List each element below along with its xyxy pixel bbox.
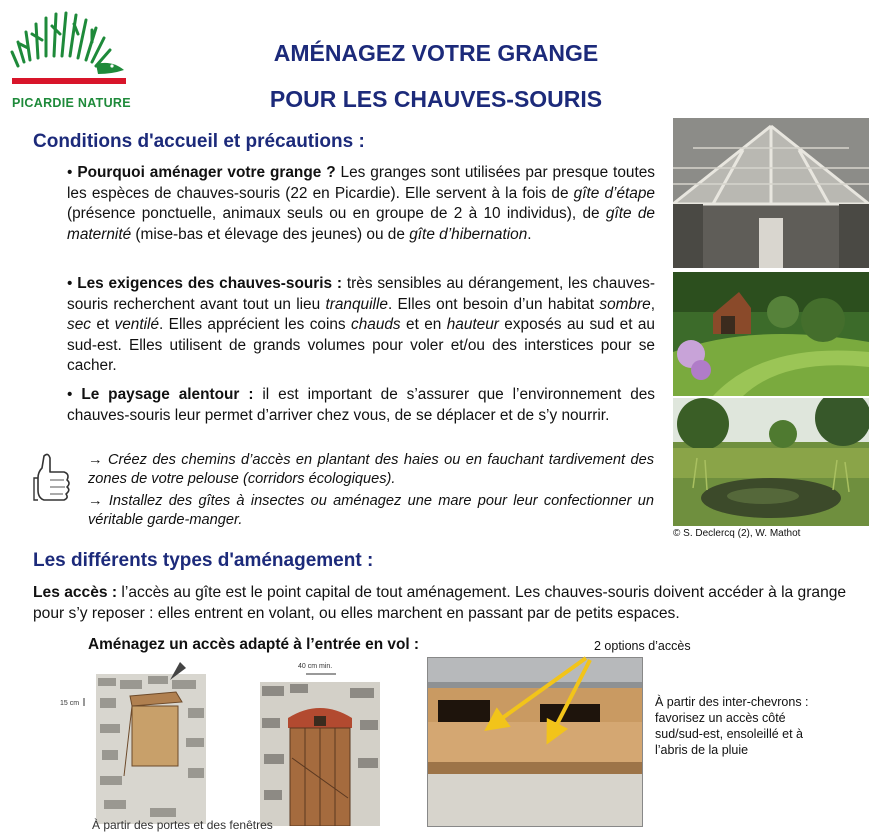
needs-text-2: . Elles ont besoin d’un habitat (387, 295, 600, 313)
landscape-text: il est important de s’assurer que l’environnement des chauves-souris leur permet d’arriver chez vous, de se déplacer et de s’y nourrir. (67, 386, 656, 424)
photo-credit: © S. Declercq (2), W. Mathot (673, 528, 801, 539)
conditions-heading: Conditions d'accueil et précautions : (33, 131, 365, 152)
page-title-line-2: POUR LES CHAUVES-SOURIS (269, 86, 603, 112)
access-lead: Les accès : (33, 584, 118, 601)
needs-text-7: exposés au sud et au sud-est. Elles utilisent de grands volumes pour voler et/ou des interstices pour se cacher. (67, 316, 655, 375)
logo-brand-text: PICARDIE NATURE (12, 96, 131, 110)
cut-off-caption: À partir des portes et des fenêtres (92, 818, 273, 832)
needs-em-3: sec (67, 316, 91, 334)
needs-em-2: sombre (599, 295, 651, 313)
needs-text-3: , (650, 295, 655, 313)
needs-em-4: ventilé (114, 316, 160, 334)
why-text-2: (présence ponctuelle, animaux seuls ou en groupe de 2 à 10 individus), de (67, 205, 606, 223)
why-em-2: gîte de maternité (67, 205, 655, 243)
why-lead: Pourquoi aménager votre grange ? (77, 164, 336, 181)
access-text: l’accès au gîte est le point capital de tout aménagement. Les chauves-souris doivent accéder à la grange pour s’y reposer : elles entrent en volant, ou elles marchent en passant par de petits espaces. (33, 584, 847, 622)
why-text-4: . (527, 225, 532, 243)
page-title-line-1: AMÉNAGEZ VOTRE GRANGE (273, 40, 599, 66)
dimension-label-1: 15 cm (60, 700, 80, 707)
why-em-3: gîte d’hibernation (409, 225, 528, 243)
bullet: • (67, 275, 73, 292)
inter-chevron-note: À partir des inter-chevrons : favorisez un accès côté sud/sud-est, ensoleillé et à l’abris de la pluie (655, 695, 809, 757)
types-heading: Les différents types d'aménagement : (33, 550, 374, 571)
needs-lead: Les exigences des chauves-souris : (77, 275, 343, 292)
needs-text-1: très sensibles au dérangement, les chauves-souris recherchent avant tout un lieu (67, 275, 655, 313)
flight-access-subheading: Aménagez un accès adapté à l’entrée en vol : (88, 636, 420, 653)
needs-text-4: et (90, 316, 115, 334)
landscape-lead: Le paysage alentour : (81, 386, 254, 403)
needs-em-5: chauds (351, 316, 401, 334)
needs-em-1: tranquille (325, 295, 388, 313)
needs-text-5: . Elles apprécient les coins (159, 316, 351, 334)
why-text-1: Les granges sont utilisées par presque toutes les espèces de chauves-souris (22 en Picardie). Elle servent à la fois de (67, 164, 655, 202)
tip-corridors: → Créez des chemins d’accès en plantant des haies ou en fauchant tardivement des zones de votre pelouse (corridors écologiques). (88, 452, 654, 487)
needs-text-6: et en (400, 316, 447, 334)
bullet: • (67, 386, 73, 403)
options-label: 2 options d’accès (594, 639, 691, 653)
why-em-1: gîte d’étape (573, 184, 655, 202)
dimension-label-2: 40 cm min. (298, 663, 333, 670)
needs-em-6: hauteur (446, 316, 499, 334)
tip-insects: → Installez des gîtes à insectes ou aménagez une mare pour leur confectionner un véritable garde-manger. (88, 493, 654, 528)
why-text-3: (mise-bas et élevage des jeunes) ou de (131, 225, 410, 243)
bullet: • (67, 164, 73, 181)
